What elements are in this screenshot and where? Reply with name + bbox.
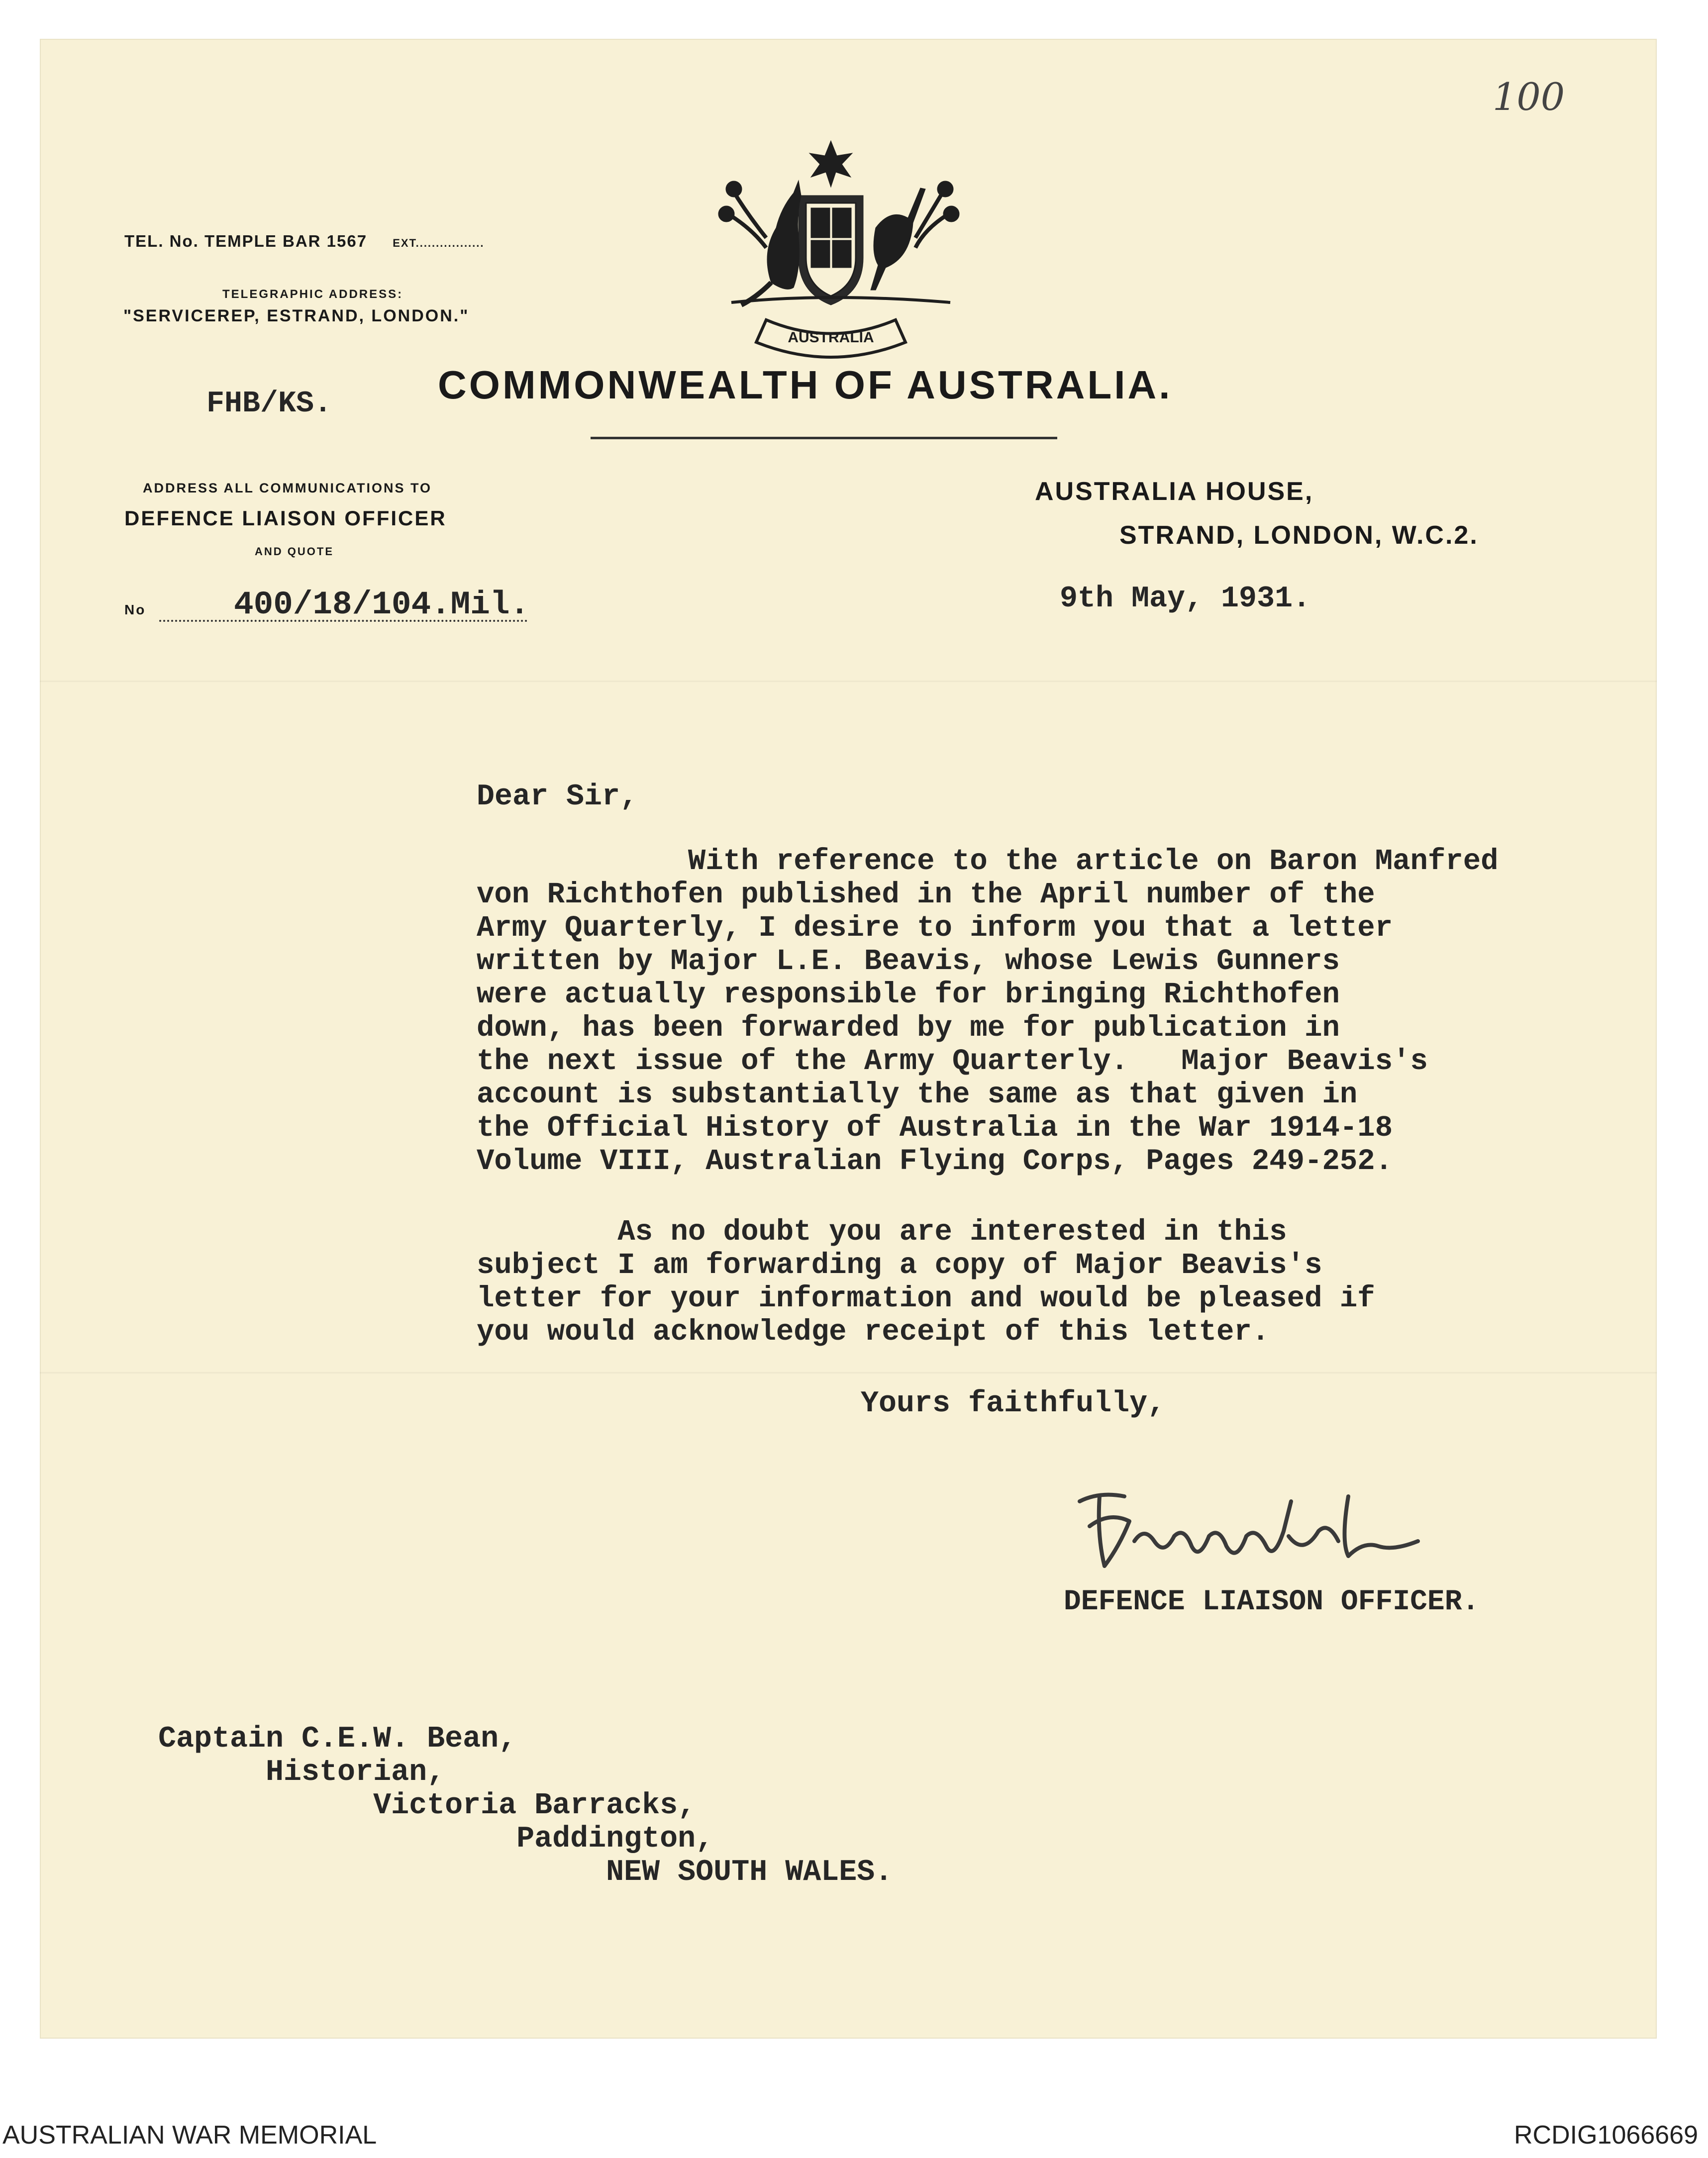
paragraph-1 [477,845,1499,1178]
letter-date: 9th May, 1931. [1060,582,1311,616]
extension-field: EXT................. [393,237,485,249]
address-all-label: ADDRESS ALL COMMUNICATIONS TO [143,481,432,495]
reference-number: 400/18/104.Mil. [234,586,530,623]
addressee-block [158,1723,893,1889]
addressee-line: Captain C.E.W. Bean, [158,1722,517,1756]
paragraph-line: the next issue of the Army Quarterly. Major Beavis's [477,1045,1428,1078]
reference-initials: FHB/KS. [206,387,332,421]
paragraph-line: subject I am forwarding a copy of Major Beavis's [477,1249,1322,1282]
telegraphic-address: "SERVICEREP, ESTRAND, LONDON." [123,306,470,325]
signature [1070,1481,1458,1591]
addressee-line: Paddington, [158,1822,714,1856]
closing: Yours faithfully, [861,1387,1166,1421]
paragraph-line: were actually responsible for bringing Richthofen [477,978,1340,1011]
title-underline [591,437,1057,439]
paragraph-line: the Official History of Australia in the War 1914-18 [477,1111,1393,1145]
paragraph-line: von Richthofen published in the April number of the [477,878,1375,911]
and-quote-label: AND QUOTE [255,545,334,558]
paragraph-line: Army Quarterly, I desire to inform you that a letter [477,911,1393,945]
paragraph-line: With reference to the article on Baron Manfred [477,845,1499,878]
letter-page [40,39,1657,2039]
paragraph-line: down, has been forwarded by me for publication in [477,1011,1340,1045]
signatory-title: DEFENCE LIAISON OFFICER. [1064,1586,1480,1618]
paragraph-2 [477,1215,1375,1349]
reference-number-label: No [124,602,146,617]
footer-record-id: RCDIG1066669 [1514,2121,1698,2150]
addressee-line: Victoria Barracks, [158,1789,696,1823]
telephone-line [124,232,485,251]
telephone-number: TEL. No. TEMPLE BAR 1567 [124,232,368,250]
paragraph-line: letter for your information and would be pleased if [477,1282,1375,1315]
paragraph-line: written by Major L.E. Beavis, whose Lewis Gunners [477,945,1340,978]
footer-institution: AUSTRALIAN WAR MEMORIAL [2,2121,377,2150]
paragraph-line: As no doubt you are interested in this [477,1215,1287,1249]
crest-banner-text: AUSTRALIA [788,329,874,346]
salutation: Dear Sir, [477,780,638,814]
officer-label: DEFENCE LIAISON OFFICER [124,506,447,530]
letterhead-title: COMMONWEALTH OF AUSTRALIA. [438,363,1173,407]
addressee-line: Historian, [158,1756,445,1789]
folio-number: 100 [1493,75,1565,119]
coat-of-arms-icon [711,133,970,372]
telegraphic-label: TELEGRAPHIC ADDRESS: [222,288,403,301]
paragraph-line: Volume VIII, Australian Flying Corps, Pages 249-252. [477,1145,1393,1178]
address-street: STRAND, LONDON, W.C.2. [1119,521,1479,550]
address-house: AUSTRALIA HOUSE, [1035,477,1314,506]
reference-number-line [124,586,542,631]
addressee-line: NEW SOUTH WALES. [158,1856,893,1889]
paragraph-line: you would acknowledge receipt of this letter. [477,1315,1270,1349]
paragraph-line: account is substantially the same as that given in [477,1078,1358,1111]
